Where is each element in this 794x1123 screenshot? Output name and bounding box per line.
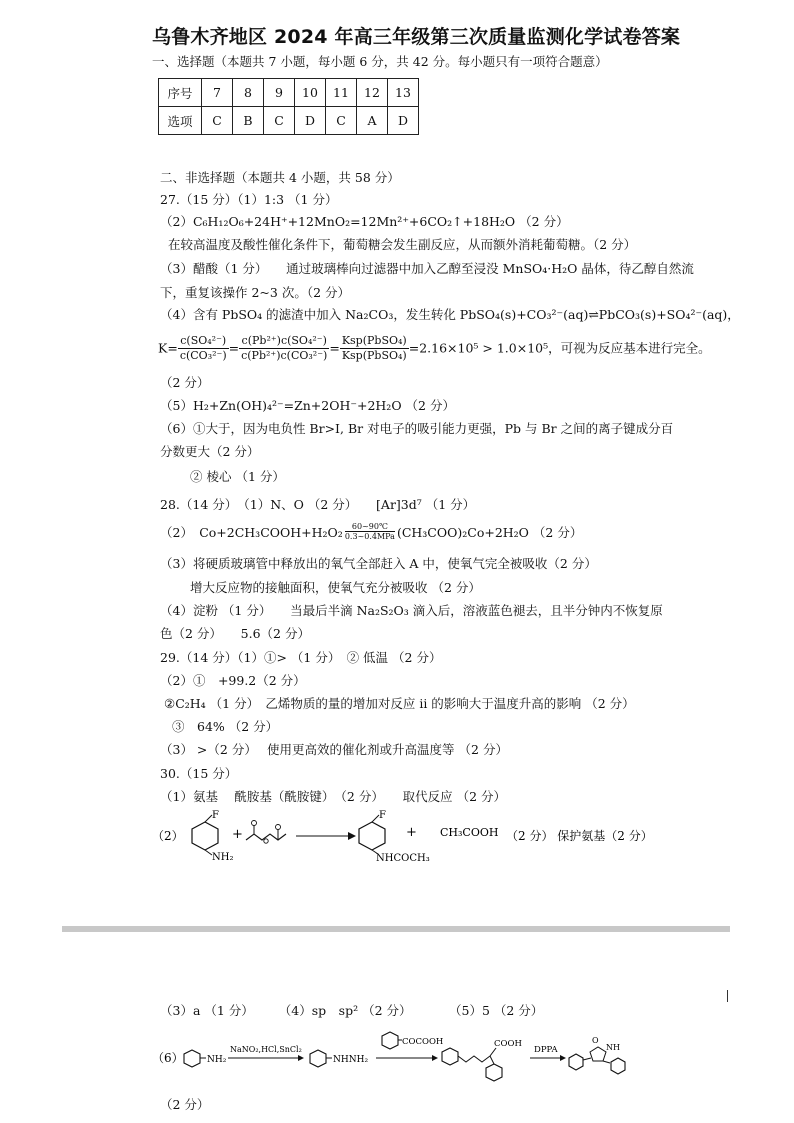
benzene-ring-icon [442,1048,458,1065]
q29-line: （3） >（2 分） 使用更高效的催化剂或升高温度等 （2 分） [160,742,508,757]
q28-line: （3）将硬质玻璃管中释放出的氧气全部赶入 A 中，使氧气完全被吸收（2 分） [160,556,597,571]
hydrazone-chain-icon [458,1056,490,1062]
oxygen-atom-icon [276,825,281,830]
condition-top: 60~90℃ [345,522,395,532]
q28-line: 28.（14 分） （1）N、O （2 分） [Ar]3d⁷ （1 分） [160,497,476,512]
condition-label: NaNO₂,HCl,SnCl₂ [230,1045,302,1054]
oxygen-atom-icon [252,821,257,826]
q29-line: （2）① +99.2（2 分） [160,673,306,688]
k-fraction [340,334,409,363]
table-cell: 选项 [159,107,202,135]
table-cell: 9 [264,79,295,107]
fraction-denominator: c(CO₃²⁻) [179,349,227,362]
q29-line: ②C₂H₄ （1 分） 乙烯物质的量的增加对反应 ii 的影响大于温度升高的影响 （2 分） [164,696,635,711]
bond-line [205,850,212,855]
benzene-ring-icon [382,1032,398,1049]
arrow-head-icon [298,1055,304,1061]
page-title: 乌鲁木齐地区 2024 年高三年级第三次质量监测化学试卷答案 [152,26,681,48]
table-cell: 序号 [159,79,202,107]
bond-line [583,1058,591,1060]
phenylhydrazine-label: NHNH₂ [333,1055,369,1065]
reaction-label: （6） [152,1051,184,1065]
fraction-denominator: c(Pb²⁺)c(CO₃²⁻) [241,349,328,362]
q27-line: （6）①大于，因为电负性 Br>I, Br 对电子的吸引能力更强，Pb 与 Br 之间的离子键成分百 [160,421,674,436]
table-row [159,79,419,107]
benzene-ring-icon [359,822,385,850]
page-separator [62,926,730,932]
reagent-label: DPPA [534,1045,558,1055]
q28-line: 增大反应物的接触面积，使氧气充分被吸收 （2 分） [190,580,481,595]
substituent-nhcoch3: NHCOCH₃ [376,853,430,862]
acetic-acid-label: CH₃COOH [440,826,499,839]
q30-line: （3）a （1 分） （4）sp sp² （2 分） （5）5 （2 分） [160,1003,544,1018]
table-cell: 12 [357,79,388,107]
equals-sign: = [228,340,240,356]
table-row [159,107,419,135]
section1-heading: 一、选择题（本题共 7 小题，每小题 6 分，共 42 分。每小题只有一项符合题意） [152,54,608,69]
bond-line [603,1061,610,1063]
plus-sign: + [406,825,417,840]
reaction-arrow-condition [345,522,395,541]
arrow-head-icon [560,1055,566,1061]
fraction-numerator: c(SO₄²⁻) [178,334,229,349]
aniline-label: NH₂ [207,1055,227,1065]
equals-sign: = [329,340,340,356]
k-fraction [178,334,229,363]
q27-line: 在较高温度及酸性催化条件下，葡萄糖会发生副反应，从而额外消耗葡萄糖。（2 分） [168,237,637,252]
substituent-nh2: NH₂ [212,852,234,862]
bond-line [205,815,212,822]
oxygen-atom-icon [264,839,268,843]
q28-line: （4）淀粉 （1 分） 当最后半滴 Na₂S₂O₃ 滴入后，溶液蓝色褪去，且半分钟内不恢复原 [160,603,663,618]
table-cell: D [388,107,419,135]
q27-line: 分数更大（2 分） [160,444,260,459]
q30-line: （2 分） [160,1097,210,1112]
ring-nh-label: NH [606,1043,620,1052]
q28-line: 色（2 分） 5.6（2 分） [160,626,310,641]
triazolone-ring-icon [590,1047,606,1061]
arrow-head-icon [432,1055,438,1061]
k-fraction [239,334,329,363]
q28-equation [160,524,582,543]
benzene-ring-icon [569,1054,583,1070]
q30-line: （1）氨基 酰胺基（酰胺键） （2 分） 取代反应 （2 分） [160,789,507,804]
benzene-ring-icon [310,1050,326,1067]
bond-line [490,1056,494,1064]
plus-sign: + [232,827,243,842]
table-cell: C [264,107,295,135]
k-suffix: =2.16×10⁵ > 1.0×10⁵，可视为反应基本进行完全。 [408,340,711,356]
equation-left: （2） Co+2CH₃COOH+H₂O₂ [160,525,343,540]
q29-line: 29.（14 分）（1）①> （1 分） ② 低温 （2 分） [160,650,442,665]
condition-bottom: 0.3~0.4MPa [344,532,395,541]
q30-reaction-2 [150,810,670,862]
reaction-2-tail: （2 分） 保护氨基（2 分） [506,829,653,843]
table-cell: B [233,107,264,135]
q27-line: （3）醋酸（1 分） 通过玻璃棒向过滤器中加入乙醇至浸没 MnSO₄·H₂O 晶体，待乙醇自然流 [160,261,694,276]
table-cell: C [202,107,233,135]
benzene-ring-icon [184,1050,200,1067]
q27-line: ② 棱心 （1 分） [190,469,285,484]
fraction-numerator: Ksp(PbSO₄) [341,334,407,347]
equation-right: (CH₃COO)₂Co+2H₂O （2 分） [396,525,583,540]
table-cell: 10 [295,79,326,107]
benzene-ring-icon [486,1064,502,1081]
fraction-denominator: Ksp(PbSO₄) [341,349,407,362]
ketoacid-label: COCOOH [402,1037,444,1047]
benzene-ring-icon [611,1058,625,1074]
section2-heading: 二、非选择题（本题共 4 小题，共 58 分） [160,170,400,185]
k-prefix: K= [158,340,178,356]
table-cell: 8 [233,79,264,107]
table-cell: 11 [326,79,357,107]
table-cell: 7 [202,79,233,107]
table-cell: A [357,107,388,135]
margin-tick [727,990,728,1002]
bond-line [490,1048,496,1056]
benzene-ring-icon [192,822,218,850]
q27-line: （5）H₂+Zn(OH)₄²⁻=Zn+2OH⁻+2H₂O （2 分） [160,398,455,413]
fraction-numerator: c(Pb²⁺)c(SO₄²⁻) [239,334,329,349]
reaction-label: （2） [152,829,184,843]
arrow-head-icon [348,832,356,840]
table-cell: 13 [388,79,419,107]
q27-line: 下，重复该操作 2~3 次。（2 分） [160,285,351,300]
q27-line: 27.（15 分）（1）1:3 （1 分） [160,192,338,207]
table-cell: D [295,107,326,135]
table-cell: C [326,107,357,135]
substituent-f: F [212,810,219,821]
k-expression [158,334,711,363]
q27-line: （2 分） [160,375,210,390]
q30-line: 30.（15 分） [160,766,238,781]
q30-reaction-6 [150,1030,650,1082]
carbonyl-o-label: O [592,1036,599,1045]
carboxyl-label: COOH [494,1039,522,1049]
bond-line [372,815,379,822]
q27-line: （4）含有 PbSO₄ 的滤渣中加入 Na₂CO₃，发生转化 PbSO₄(s)+CO₃²⁻(aq)⇌PbCO₃(s)+SO₄²⁻(aq)， [160,307,740,322]
q29-line: ③ 64% （2 分） [172,719,279,734]
q27-line: （2）C₆H₁₂O₆+24H⁺+12MnO₂=12Mn²⁺+6CO₂↑+18H₂O （2 分） [160,214,569,229]
answer-table [158,78,419,135]
substituent-f: F [379,810,386,821]
